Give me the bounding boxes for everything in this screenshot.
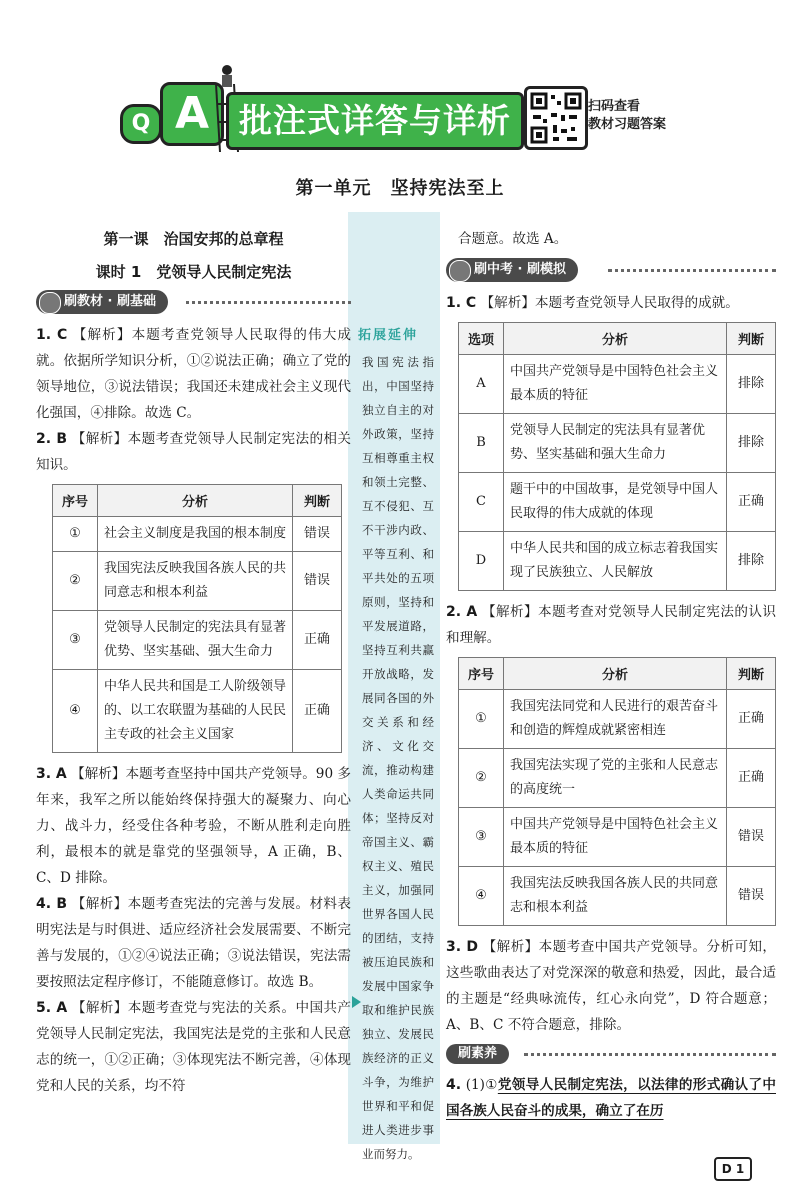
table-row bbox=[459, 355, 776, 414]
exam-answer-3 bbox=[446, 934, 776, 1038]
table-cell: 我国宪法同党和人民进行的艰苦奋斗和创造的辉煌成就紧密相连 bbox=[504, 690, 727, 749]
dotted-divider bbox=[524, 1053, 776, 1056]
qr-caption bbox=[588, 98, 666, 134]
table-cell: D bbox=[459, 532, 504, 591]
section-bar-exam bbox=[446, 258, 776, 284]
table-cell: 我国宪法反映我国各族人民的共同意志和根本利益 bbox=[98, 552, 293, 611]
pointer-triangle-icon bbox=[352, 996, 361, 1008]
table-cell: ③ bbox=[53, 611, 98, 670]
table-cell: 正确 bbox=[293, 670, 342, 753]
literacy-answer-4 bbox=[446, 1072, 776, 1124]
table-header: 序号 bbox=[459, 658, 504, 690]
table-cell: ① bbox=[53, 517, 98, 552]
section-pill bbox=[446, 258, 578, 282]
extension-sidebar bbox=[348, 212, 440, 1161]
exam-answer-2 bbox=[446, 599, 776, 651]
answer-number: 2. A bbox=[446, 604, 478, 620]
dotted-divider bbox=[186, 301, 351, 304]
table-header-row bbox=[459, 658, 776, 690]
ball-icon bbox=[39, 292, 61, 314]
table-header: 分析 bbox=[504, 658, 727, 690]
table-header-row bbox=[53, 485, 342, 517]
q-bubble: Q bbox=[120, 104, 162, 144]
table-header: 判断 bbox=[293, 485, 342, 517]
table-cell: 错误 bbox=[727, 808, 776, 867]
answer-text-underlined: 党领导人民制定宪法，以法律的形式确认了中国各族人民奋斗的成果，确立了在历 bbox=[446, 1077, 776, 1119]
answer-text: 【解析】本题考查中国共产党领导。分析可知，这些歌曲表达了对党深深的敬意和热爱，因此，最合适的主题是“经典咏流传，红心永向党”，D 符合题意；A、B、C 不符合题意，排除。 bbox=[446, 939, 776, 1033]
answer-number: 5. A bbox=[36, 1000, 68, 1016]
table-cell: 题干中的中国故事，是党领导中国人民取得的伟大成就的体现 bbox=[504, 473, 727, 532]
qr-caption-line1: 扫码查看 bbox=[588, 99, 641, 114]
answer-2 bbox=[36, 426, 351, 478]
answer-lead: (1)① bbox=[465, 1077, 498, 1093]
answer-number: 4. B bbox=[36, 896, 67, 912]
table-row bbox=[459, 690, 776, 749]
table-header-row bbox=[459, 323, 776, 355]
table-cell: C bbox=[459, 473, 504, 532]
table-header: 判断 bbox=[727, 323, 776, 355]
table-cell: 党领导人民制定的宪法具有显著优势、坚实基础、强大生命力 bbox=[98, 611, 293, 670]
table-row bbox=[459, 473, 776, 532]
table-cell: 社会主义制度是我国的根本制度 bbox=[98, 517, 293, 552]
answer-number: 1. C bbox=[36, 327, 68, 343]
answer-text: 【解析】本题考查党与宪法的关系。中国共产党领导人民制定宪法，我国宪法是党的主张和人民意志的统一，①②正确；③体现宪法不断完善，④体现党和人民的关系，均不符 bbox=[36, 1000, 351, 1094]
section-pill bbox=[36, 290, 168, 314]
table-cell: ② bbox=[459, 749, 504, 808]
qr-caption-line2: 教材习题答案 bbox=[588, 117, 667, 132]
table-row bbox=[459, 749, 776, 808]
table-cell: ④ bbox=[459, 867, 504, 926]
table-header: 序号 bbox=[53, 485, 98, 517]
section-label: 刷中考 · 刷模拟 bbox=[474, 262, 566, 277]
a-bubble: A bbox=[160, 82, 224, 146]
table-row bbox=[459, 532, 776, 591]
table-row bbox=[53, 611, 342, 670]
table-cell: 排除 bbox=[727, 532, 776, 591]
period-title: 课时 1 党领导人民制定宪法 bbox=[95, 263, 292, 281]
table-row bbox=[53, 517, 342, 552]
analysis-table-left bbox=[52, 484, 342, 753]
answer-text: 【解析】本题考查坚持中国共产党领导。90 多年来，我军之所以能始终保持强大的凝聚力、向心力、战斗力，经受住各种考验，不断从胜利走向胜利，最根本的就是靠党的坚强领导，A 正确，B、C、D 排除。 bbox=[36, 766, 352, 886]
header-title: 批注式详答与详析 bbox=[226, 92, 524, 150]
section-bar-literacy bbox=[446, 1044, 776, 1066]
table-row bbox=[459, 808, 776, 867]
answer-1 bbox=[36, 322, 351, 426]
section-label: 刷素养 bbox=[458, 1046, 498, 1061]
analysis-table-right-1 bbox=[458, 322, 776, 591]
continued-text: 合题意。故选 A。 bbox=[458, 231, 568, 247]
table-cell: 正确 bbox=[727, 749, 776, 808]
extension-title: 拓展延伸 bbox=[358, 328, 419, 343]
extension-text: 我国宪法指出，中国坚持独立自主的对外政策，坚持互相尊重主权和领土完整、互不侵犯、互不干涉内政、平等互利、和平共处的五项原则，坚持和平发展道路，坚持互利共赢开放战略，发展同各国的外交关系和经济、文化交流，推动构建人类命运共同体；坚持反对帝国主义、霸权主义、殖民主义，加强同世界各国人民的团结，支持被压迫民族和发展中国家争取和维护民族独立、发展民族经济的正义斗争，为维护世界和平和促进人类进步事业而努力。 bbox=[362, 355, 434, 1161]
table-cell: ③ bbox=[459, 808, 504, 867]
table-header: 判断 bbox=[727, 658, 776, 690]
table-cell: ① bbox=[459, 690, 504, 749]
section-label: 刷教材 · 刷基础 bbox=[64, 294, 156, 309]
answer-4 bbox=[36, 891, 351, 995]
table-cell: 排除 bbox=[727, 414, 776, 473]
table-cell: ④ bbox=[53, 670, 98, 753]
answer-text: 【解析】本题考查宪法的完善与发展。材料表明宪法是与时俱进、适应经济社会发展需要、不断完善与发展的，①②④说法正确；③说法错误，宪法需要按照法定程序修订，不能随意修订。故选 B。 bbox=[36, 896, 351, 990]
table-cell: 中华人民共和国的成立标志着我国实现了民族独立、人民解放 bbox=[504, 532, 727, 591]
table-cell: 中华人民共和国是工人阶级领导的、以工农联盟为基础的人民民主专政的社会主义国家 bbox=[98, 670, 293, 753]
table-row bbox=[53, 670, 342, 753]
table-row bbox=[53, 552, 342, 611]
unit-title: 第一单元 坚持宪法至上 bbox=[295, 178, 505, 199]
table-header: 分析 bbox=[504, 323, 727, 355]
table-cell: 排除 bbox=[727, 355, 776, 414]
table-header: 选项 bbox=[459, 323, 504, 355]
table-cell: 正确 bbox=[727, 473, 776, 532]
table-cell: 正确 bbox=[727, 690, 776, 749]
table-cell: 我国宪法实现了党的主张和人民意志的高度统一 bbox=[504, 749, 727, 808]
qr-code-icon[interactable] bbox=[524, 86, 588, 150]
answer-number: 1. C bbox=[446, 295, 477, 311]
ball-icon bbox=[449, 260, 471, 282]
left-column bbox=[36, 226, 351, 1099]
section-bar-basics bbox=[36, 290, 351, 316]
answer-number: 2. B bbox=[36, 431, 67, 447]
answer-number: 3. A bbox=[36, 766, 67, 782]
table-cell: 中国共产党领导是中国特色社会主义最本质的特征 bbox=[504, 808, 727, 867]
table-cell: 错误 bbox=[293, 552, 342, 611]
page-number: D 1 bbox=[714, 1157, 752, 1181]
table-cell: B bbox=[459, 414, 504, 473]
right-column bbox=[446, 226, 776, 1124]
answer-number: 3. D bbox=[446, 939, 478, 955]
table-cell: A bbox=[459, 355, 504, 414]
lesson-title: 第一课 治国安邦的总章程 bbox=[103, 230, 284, 248]
answer-text: 【解析】本题考查党领导人民取得的成就。 bbox=[480, 295, 739, 311]
table-row bbox=[459, 867, 776, 926]
table-cell: 正确 bbox=[293, 611, 342, 670]
header-banner bbox=[120, 64, 710, 154]
answer-text: 【解析】本题考查党领导人民制定宪法的相关知识。 bbox=[36, 431, 351, 473]
table-cell: 错误 bbox=[727, 867, 776, 926]
exam-answer-1 bbox=[446, 290, 776, 316]
section-pill bbox=[446, 1044, 509, 1064]
table-cell: 我国宪法反映我国各族人民的共同意志和根本利益 bbox=[504, 867, 727, 926]
table-header: 分析 bbox=[98, 485, 293, 517]
answer-number: 4. bbox=[446, 1077, 462, 1093]
table-cell: ② bbox=[53, 552, 98, 611]
table-row bbox=[459, 414, 776, 473]
answer-text: 【解析】本题考查对党领导人民制定宪法的认识和理解。 bbox=[446, 604, 776, 646]
analysis-table-right-2 bbox=[458, 657, 776, 926]
dotted-divider bbox=[608, 269, 776, 272]
answer-text: 【解析】本题考查党领导人民取得的伟大成就。依据所学知识分析，①②说法正确；确立了党的领导地位，③说法错误；我国还未建成社会主义现代化强国，④排除。故选 C。 bbox=[36, 327, 352, 421]
answer-3 bbox=[36, 761, 351, 891]
answer-5 bbox=[36, 995, 351, 1099]
table-cell: 党领导人民制定的宪法具有显著优势、坚实基础和强大生命力 bbox=[504, 414, 727, 473]
table-cell: 错误 bbox=[293, 517, 342, 552]
table-cell: 中国共产党领导是中国特色社会主义最本质的特征 bbox=[504, 355, 727, 414]
